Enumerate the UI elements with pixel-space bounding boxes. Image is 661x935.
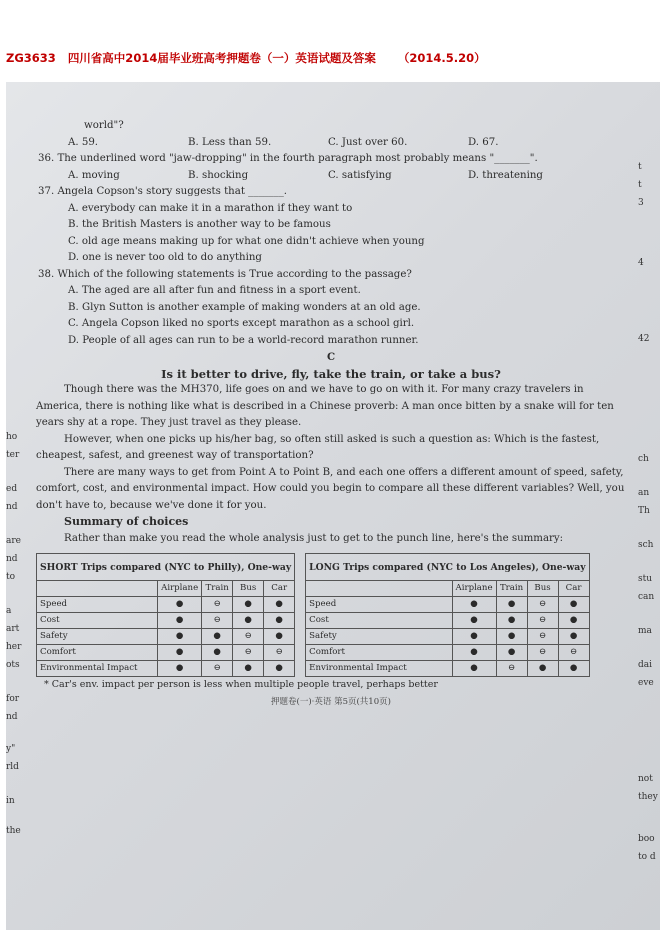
summary-heading: Summary of choices (64, 515, 189, 528)
edge-fragment: nd (6, 712, 18, 722)
edge-fragment: ho (6, 432, 18, 442)
edge-fragment: an (638, 488, 650, 498)
edge-fragment: art (6, 624, 20, 634)
column-header-bus: Bus (527, 581, 558, 597)
table-row (37, 645, 295, 661)
edge-fragment: ed (6, 484, 18, 494)
q36-option-b: B. shocking (188, 169, 249, 181)
rating-mark: ● (452, 597, 496, 613)
comparison-tables (36, 553, 626, 677)
edge-fragment: 3 (638, 198, 644, 208)
q38-stem: 38. Which of the following statements is True according to the passage? (38, 268, 412, 280)
q36-option-a: A. moving (68, 169, 120, 181)
edge-fragment: sch (638, 540, 654, 550)
edge-fragment: eve (638, 678, 654, 688)
q38-option-b: B. Glyn Sutton is another example of making wonders at an old age. (68, 301, 421, 313)
rating-mark: ⊖ (527, 629, 558, 645)
edge-fragment: can (638, 592, 655, 602)
edge-fragment: rld (6, 762, 19, 772)
edge-fragment: dai (638, 660, 653, 670)
rating-mark: ⊖ (264, 645, 295, 661)
rating-mark: ● (158, 645, 202, 661)
q36-option-d: D. threatening (468, 169, 543, 181)
rating-mark: ● (233, 661, 264, 677)
rating-mark: ● (264, 597, 295, 613)
edge-fragment: her (6, 642, 22, 652)
row-label: Speed (306, 597, 452, 613)
edge-fragment: t (638, 162, 642, 172)
document-date: （2014.5.20） (397, 51, 486, 65)
q35-option-b: B. Less than 59. (188, 136, 272, 148)
long-trips-table (305, 553, 589, 677)
table-row (37, 613, 295, 629)
q35-option-c: C. Just over 60. (328, 136, 408, 148)
rating-mark: ● (452, 645, 496, 661)
row-label: Cost (306, 613, 452, 629)
edge-fragment: not (638, 774, 653, 784)
table-row (306, 629, 589, 645)
edge-fragment: t (638, 180, 642, 190)
passage-paragraph-2: However, when one picks up his/her bag, so often still asked is such a question as: Which is the fastest, cheapest, safest, and greenest way of transportation? (36, 433, 600, 461)
edge-fragment: are (6, 536, 21, 546)
rating-mark: ● (264, 661, 295, 677)
rating-mark: ⊖ (233, 629, 264, 645)
table-row (37, 661, 295, 677)
row-label: Environmental Impact (37, 661, 158, 677)
rating-mark: ● (233, 597, 264, 613)
rating-mark: ● (452, 661, 496, 677)
column-header-empty (306, 581, 452, 597)
rating-mark: ⊖ (233, 645, 264, 661)
edge-fragment: y" (6, 744, 16, 754)
rating-mark: ● (158, 629, 202, 645)
rating-mark: ● (158, 661, 202, 677)
table-row (306, 613, 589, 629)
rating-mark: ● (496, 613, 527, 629)
rating-mark: ● (496, 629, 527, 645)
column-header-empty (37, 581, 158, 597)
rating-mark: ● (496, 597, 527, 613)
q35-option-a: A. 59. (68, 136, 99, 148)
table-row (306, 597, 589, 613)
column-header-car: Car (558, 581, 589, 597)
short-trips-table (36, 553, 295, 677)
table-row (37, 629, 295, 645)
rating-mark: ⊖ (558, 645, 589, 661)
line-world: world"? (84, 120, 124, 131)
exam-sheet (36, 118, 626, 918)
short-trips-caption: SHORT Trips compared (NYC to Philly), One-way (37, 554, 295, 581)
q38-option-a: A. The aged are all after fun and fitness in a sport event. (68, 285, 361, 296)
q36-options (36, 168, 626, 185)
rating-mark: ● (202, 629, 233, 645)
edge-fragment: the (6, 826, 21, 836)
edge-fragment: boo (638, 834, 655, 844)
rating-mark: ⊖ (202, 661, 233, 677)
rating-mark: ⊖ (527, 613, 558, 629)
row-label: Speed (37, 597, 158, 613)
rating-mark: ● (558, 661, 589, 677)
row-label: Cost (37, 613, 158, 629)
column-header-car: Car (264, 581, 295, 597)
edge-fragment: to d (638, 852, 656, 862)
passage-title: Is it better to drive, fly, take the train, or take a bus? (161, 366, 501, 381)
q37-option-c: C. old age means making up for what one didn't achieve when young (68, 235, 425, 247)
rating-mark: ● (496, 645, 527, 661)
rating-mark: ● (158, 613, 202, 629)
row-label: Safety (306, 629, 452, 645)
rating-mark: ● (264, 613, 295, 629)
edge-fragment: ter (6, 450, 20, 460)
edge-fragment: Th (638, 506, 650, 516)
row-label: Environmental Impact (306, 661, 452, 677)
edge-fragment: a (6, 606, 12, 616)
edge-fragment: stu (638, 574, 653, 584)
long-trips-caption: LONG Trips compared (NYC to Los Angeles), One-way (306, 554, 589, 581)
table-row (306, 645, 589, 661)
q38-option-d: D. People of all ages can run to be a world-record marathon runner. (68, 334, 419, 346)
q35-option-d: D. 67. (468, 136, 499, 148)
rating-mark: ⊖ (496, 661, 527, 677)
edge-fragment: 42 (638, 334, 650, 344)
table-row (306, 661, 589, 677)
rating-mark: ● (558, 613, 589, 629)
rating-mark: ● (527, 661, 558, 677)
edge-fragment: for (6, 694, 20, 704)
rating-mark: ● (452, 613, 496, 629)
row-label: Comfort (306, 645, 452, 661)
passage-paragraph-4: Rather than make you read the whole analysis just to get to the punch line, here's the summary: (64, 532, 564, 544)
rating-mark: ● (202, 645, 233, 661)
q37-option-a: A. everybody can make it in a marathon if they want to (68, 202, 353, 214)
edge-fragment: 4 (638, 258, 644, 268)
edge-fragment: in (6, 796, 15, 806)
column-header-airplane: Airplane (158, 581, 202, 597)
rating-mark: ● (233, 613, 264, 629)
passage-paragraph-1: Though there was the MH370, life goes on and we have to go on with it. For many crazy travelers in America, there is nothing like what is described in a Chinese proverb: A man once bitten by a snake will for ten years shy at a rope. They just travel as they please. (36, 384, 614, 428)
exam-page-photo (6, 82, 660, 930)
edge-fragment: nd (6, 502, 18, 512)
column-header-train: Train (202, 581, 233, 597)
q38-option-c: C. Angela Copson liked no sports except marathon as a school girl. (68, 318, 415, 329)
column-header-airplane: Airplane (452, 581, 496, 597)
rating-mark: ● (264, 629, 295, 645)
edge-fragment: to (6, 572, 16, 582)
edge-fragment: nd (6, 554, 18, 564)
table-row (37, 597, 295, 613)
rating-mark: ● (558, 629, 589, 645)
section-letter: C (326, 351, 336, 363)
document-header (6, 50, 656, 66)
q37-option-d: D. one is never too old to do anything (68, 252, 262, 263)
document-title: 四川省高中2014届毕业班高考押题卷（一）英语试题及答案 (67, 51, 376, 65)
rating-mark: ● (452, 629, 496, 645)
table-footnote: * Car's env. impact per person is less when multiple people travel, perhaps better (44, 679, 438, 690)
q37-option-b: B. the British Masters is another way to be famous (68, 219, 331, 230)
rating-mark: ● (558, 597, 589, 613)
passage-paragraph-3: There are many ways to get from Point A to Point B, and each one offers a different amount of speed, safety, comfort, cost, and environmental impact. How could you begin to compare all these different variables? Well, you don't have to, because we've done it for you. (36, 466, 625, 511)
edge-fragment: ots (6, 660, 20, 670)
column-header-train: Train (496, 581, 527, 597)
rating-mark: ⊖ (527, 645, 558, 661)
rating-mark: ⊖ (202, 613, 233, 629)
q35-options (36, 135, 626, 152)
edge-fragment: ch (638, 454, 649, 464)
rating-mark: ● (158, 597, 202, 613)
rating-mark: ⊖ (202, 597, 233, 613)
q36-stem: 36. The underlined word "jaw-dropping" in the fourth paragraph most probably means "_______". (38, 153, 538, 164)
document-code: ZG3633 (6, 51, 56, 65)
rating-mark: ⊖ (527, 597, 558, 613)
q37-stem: 37. Angela Copson's story suggests that _______. (38, 186, 288, 197)
edge-fragment: they (638, 792, 658, 802)
page-number: 押题卷(一)·英语 第5页(共10页) (271, 696, 391, 707)
column-header-bus: Bus (233, 581, 264, 597)
row-label: Safety (37, 629, 158, 645)
edge-fragment: ma (638, 626, 652, 636)
row-label: Comfort (37, 645, 158, 661)
q36-option-c: C. satisfying (328, 169, 392, 181)
